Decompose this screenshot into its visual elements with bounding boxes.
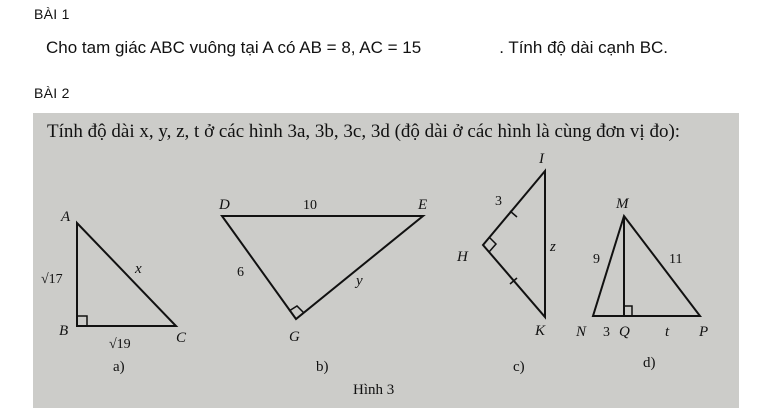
- label-q-vertex: Q: [619, 324, 630, 340]
- label-i-vertex: I: [539, 151, 544, 167]
- triangle-ihk: [483, 171, 545, 317]
- figure-caption: Hình 3: [353, 382, 395, 398]
- label-mn-length: 9: [593, 252, 600, 267]
- label-m-vertex: M: [616, 196, 629, 212]
- label-g-vertex: G: [289, 329, 300, 345]
- tick-mark-ih: [510, 211, 517, 217]
- label-n-vertex: N: [576, 324, 587, 340]
- bai-2-instruction: Tính độ dài x, y, z, t ở các hình 3a, 3b, 3c, 3d (độ dài ở các hình là cùng đơn vị đo):: [47, 121, 681, 142]
- label-de-length: 10: [303, 198, 317, 213]
- label-d-vertex: D: [219, 197, 230, 213]
- caption-a: a): [113, 359, 125, 375]
- label-k-vertex: K: [535, 323, 546, 339]
- label-nq-length: 3: [603, 325, 610, 340]
- label-x: x: [135, 261, 142, 277]
- label-ih-length: 3: [495, 194, 502, 209]
- triangle-deg: [222, 216, 423, 319]
- bai-2-heading: BÀI 2: [34, 85, 70, 101]
- bai-1-text-before: Cho tam giác ABC vuông tại A có AB = 8, AC = 15: [46, 38, 422, 57]
- figure-b: [222, 216, 423, 319]
- label-e-vertex: E: [418, 197, 428, 213]
- bai-1-text-after: . Tính độ dài cạnh BC.: [499, 38, 669, 57]
- figures-svg: [33, 113, 739, 408]
- label-c-vertex: C: [176, 330, 187, 346]
- label-z: z: [550, 239, 556, 255]
- label-y: y: [356, 273, 363, 289]
- triangle-abc: [77, 223, 176, 326]
- label-p-vertex: P: [699, 324, 709, 340]
- label-b-vertex: B: [59, 323, 69, 339]
- bai-1-heading: BÀI 1: [34, 6, 70, 22]
- figure-a: [77, 223, 176, 326]
- bai-1-problem: [46, 38, 746, 58]
- right-angle-mark-h: [489, 237, 496, 252]
- label-ab-length: √17: [41, 272, 63, 287]
- right-angle-mark-q: [624, 306, 632, 316]
- textbook-photo: [33, 113, 739, 408]
- caption-d: d): [643, 355, 656, 371]
- triangle-mnp: [593, 216, 700, 316]
- label-a-vertex: A: [61, 209, 71, 225]
- caption-c: c): [513, 359, 525, 375]
- caption-b: b): [316, 359, 329, 375]
- label-dg-length: 6: [237, 265, 244, 280]
- figure-c: [483, 171, 545, 317]
- right-angle-mark-b: [77, 316, 87, 326]
- figure-d: [593, 216, 700, 316]
- label-t: t: [665, 324, 670, 340]
- label-mp-length: 11: [669, 252, 683, 267]
- label-h-vertex: H: [457, 249, 468, 265]
- label-bc-length: √19: [109, 337, 131, 352]
